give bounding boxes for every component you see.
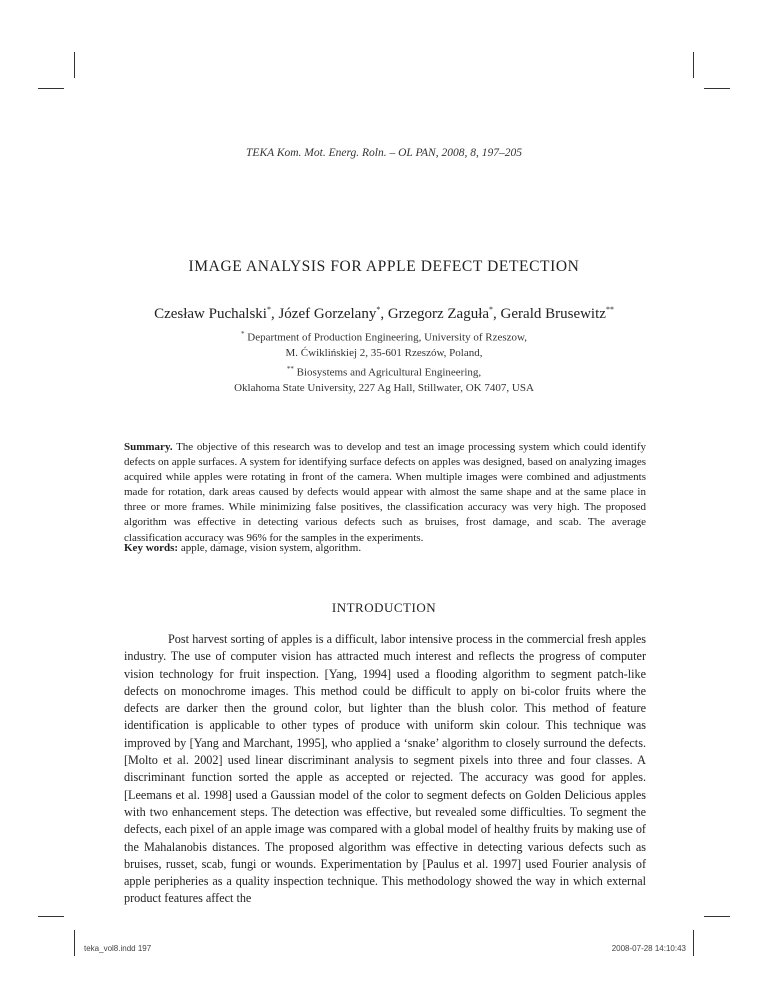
author-name: Czesław Puchalski xyxy=(154,306,267,322)
file-label: teka_vol8.indd 197 xyxy=(84,944,152,953)
introduction-paragraph: Post harvest sorting of apples is a difficult, labor intensive process in the commercial fresh apples industry. The use of computer vision has attracted much interest and reflects the progress of computer vision technology for fruit inspection. [Yang, 1994] used a flooding algorithm to segment patch-like defects on monochrome images. This method could be difficult to apply on bi-color fruits where the defects are darker then the ground color, but lighter than the blush color. This method of feature identification is applicable to other types of produce with uniform skin colour. This technique was improved by [Yang and Marchant, 1995], who applied a ‘snake’ algorithm to closely surround the defects. [Molto et al. 2002] used linear discriminant analysis to segment pixels into three and four classes. A discriminant function sorted the apple as accepted or rejected. The accuracy was good for apples. [Leemans et al. 1998] used a Gaussian model of the color to segment defects on Golden Delicious apples with two enhancement steps. The detection was effective, but revealed some difficulties. To segment the defects, each pixel of an apple image was compared with a global model of healthy fruits by making use of the Mahalanobis distances. The proposed algorithm was effective in detecting various defects such as bruises, russet, scab, fungi or wounds. Experimentation by [Paulus et al. 1997] used Fourier analysis of apple peripheries as a quality inspection technique. This methodology showed the way in which external product features affect the xyxy=(124,632,646,906)
affiliation-text: Department of Production Engineering, University of Rzeszow, xyxy=(244,331,527,344)
print-timestamp: 2008-07-28 14:10:43 xyxy=(611,944,686,953)
summary-label: Summary. xyxy=(124,441,173,453)
affiliations xyxy=(0,327,768,397)
author-mark: * xyxy=(266,305,271,314)
crop-mark xyxy=(693,930,694,956)
author-name: Gerald Brusewitz xyxy=(500,306,606,322)
journal-citation: TEKA Kom. Mot. Energ. Roln. – OL PAN, 2008, 8, 197–205 xyxy=(246,147,522,159)
author-sep: , xyxy=(493,306,501,322)
crop-mark xyxy=(693,52,694,78)
author-sep: , xyxy=(380,306,388,322)
author-sep: , xyxy=(270,306,279,322)
affiliation-text: Biosystems and Agricultural Engineering, xyxy=(293,366,482,379)
summary-text: The objective of this research was to develop and test an image processing system which could identify defects on apple surfaces. A system for identifying surface defects on apples was designed, based on analyzing images acquired while apples were rotating in front of the camera. When multiple images were combined and adjustments made for rotation, dark areas caused by defects would appear with almost the same shape and at the same place in three or more frames. While minimizing false positives, the classification accuracy was very high. The proposed algorithm was effective in detecting various defects such as bruises, frost damage, and scab. The average classification accuracy was 96% for the samples in the experiments. xyxy=(124,441,646,544)
author-mark: ** xyxy=(605,305,614,314)
affiliation-line xyxy=(0,327,768,346)
author-name: Grzegorz Zaguła xyxy=(387,306,490,322)
summary-paragraph xyxy=(124,440,646,546)
crop-mark xyxy=(38,88,64,89)
keywords-label: Key words: xyxy=(124,542,179,554)
author-list xyxy=(0,305,768,323)
section-heading: INTRODUCTION xyxy=(331,600,437,615)
crop-mark xyxy=(704,916,730,917)
crop-mark xyxy=(74,52,75,78)
crop-mark xyxy=(704,88,730,89)
keywords-line xyxy=(124,542,646,554)
paper-title: IMAGE ANALYSIS FOR APPLE DEFECT DETECTION xyxy=(188,258,580,275)
author-name: Józef Gorzelany xyxy=(278,306,377,322)
affiliation-mark: ** xyxy=(286,364,294,373)
author-mark: * xyxy=(376,305,381,314)
affiliation-line: Oklahoma State University, 227 Ag Hall, Stillwater, OK 7407, USA xyxy=(234,382,534,395)
keywords-text: apple, damage, vision system, algorithm. xyxy=(178,542,362,554)
affiliation-line xyxy=(0,362,768,381)
crop-mark xyxy=(74,930,75,956)
author-mark: * xyxy=(489,305,494,314)
affiliation-line: M. Ćwiklińskiej 2, 35-601 Rzeszów, Poland, xyxy=(285,347,483,360)
crop-mark xyxy=(38,916,64,917)
affiliation-mark: * xyxy=(241,330,245,338)
